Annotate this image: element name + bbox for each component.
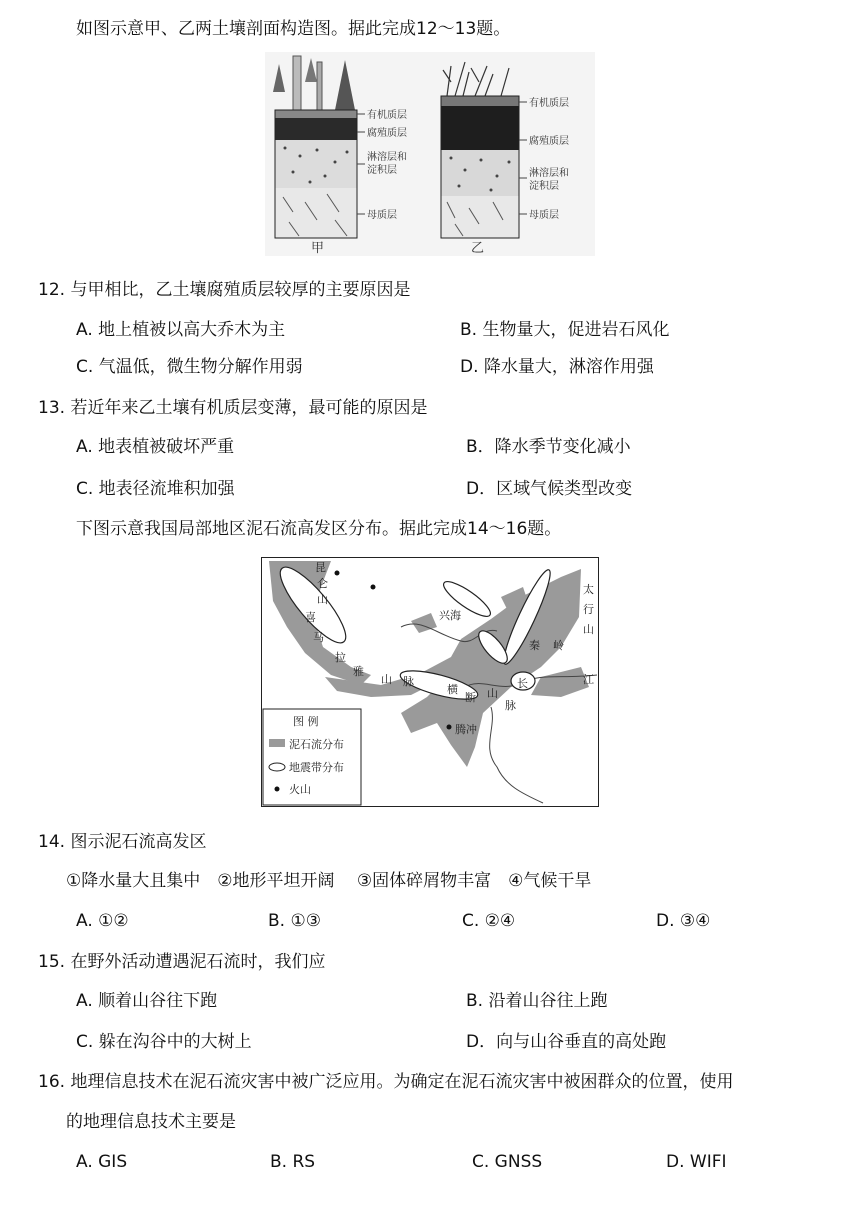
q14-option-d: D. ③④ [656,911,711,931]
place-ling: 岭 [553,639,564,652]
place-lun: 仑 [317,577,328,590]
intro-text-2: 下图示意我国局部地区泥石流高发区分布。据此完成14～16题。 [76,519,562,539]
place-hang: 行 [583,603,594,616]
yi-layer-eluvial: 淋溶层和 [529,168,569,179]
q13-option-d: D．区域气候类型改变 [466,479,633,499]
q16-option-b: B. RS [270,1152,316,1172]
soil-profile-figure [265,52,595,256]
legend-quake-swatch [269,763,285,771]
q16-stem-line-1: 16. 地理信息技术在泥石流灾害中被广泛应用。为确定在泥石流灾害中被困群众的位置，使用 [38,1072,734,1092]
q14-option-a: A. ①② [76,911,129,931]
legend-title: 图 例 [293,715,319,728]
place-kun: 昆 [315,561,326,574]
place-ya: 雅 [353,665,364,678]
q14-option-b: B. ①③ [268,911,321,931]
place-tai: 太 [583,583,594,596]
place-mai-1: 脉 [403,675,414,688]
jia-layer-illuvial: 淀积层 [367,165,397,176]
q12-option-c: C. 气温低，微生物分解作用弱 [76,357,303,377]
label-jia: 甲 [311,241,325,256]
label-yi: 乙 [471,241,485,256]
map-legend [263,709,361,805]
q16-stem-line-2: 的地理信息技术主要是 [66,1112,236,1132]
q13-option-b: B．降水季节变化减小 [466,437,631,457]
q12-option-a: A. 地上植被以高大乔木为主 [76,320,286,340]
place-shan-1: 山 [317,593,328,606]
yi-layer-organic: 有机质层 [529,98,569,109]
place-shan-4: 山 [487,687,498,700]
yi-layer-humus: 腐殖质层 [529,136,569,147]
jia-layer-parent: 母质层 [367,210,397,221]
place-mai-2: 脉 [505,699,516,712]
jia-layer-eluvial: 淋溶层和 [367,152,407,163]
yi-layer-parent: 母质层 [529,210,559,221]
q13-option-a: A. 地表植被破坏严重 [76,437,235,457]
q14-statements: ①降水量大且集中 ②地形平坦开阔 ③固体碎屑物丰富 ④气候干旱 [66,871,592,891]
q13-option-c: C. 地表径流堆积加强 [76,479,235,499]
q12-option-b: B. 生物量大，促进岩石风化 [460,320,670,340]
legend-volcano-swatch [275,787,280,792]
place-duan: 断 [465,691,476,704]
legend-debris-swatch [269,739,285,747]
debris-flow-map [261,557,599,807]
place-heng: 横 [447,683,458,696]
place-xi: 喜 [305,611,316,624]
jia-layer-organic: 有机质层 [367,110,407,121]
intro-text-1: 如图示意甲、乙两土壤剖面构造图。据此完成12～13题。 [76,19,511,39]
yi-layer-illuvial: 淀积层 [529,181,559,192]
q15-option-d: D．向与山谷垂直的高处跑 [466,1032,667,1052]
place-shan-2: 山 [381,673,392,686]
place-jiang: 江 [583,673,594,686]
place-tengchong: 腾冲 [455,723,477,736]
legend-volcano: 火山 [289,783,311,796]
q13-stem: 13. 若近年来乙土壤有机质层变薄，最可能的原因是 [38,398,428,418]
legend-earthquake-belt: 地震带分布 [289,761,344,774]
jia-layer-humus: 腐殖质层 [367,128,407,139]
q15-option-a: A. 顺着山谷往下跑 [76,991,218,1011]
place-la: 拉 [335,651,346,664]
q14-stem: 14. 图示泥石流高发区 [38,832,207,852]
place-qin: 秦 [529,639,540,652]
q16-option-d: D. WIFI [666,1152,727,1172]
q16-option-c: C. GNSS [472,1152,543,1172]
q12-option-d: D. 降水量大，淋溶作用强 [460,357,654,377]
q15-stem: 15. 在野外活动遭遇泥石流时，我们应 [38,952,326,972]
q14-option-c: C. ②④ [462,911,516,931]
legend-debris-flow: 泥石流分布 [289,738,344,751]
place-shan-3: 山 [583,623,594,636]
q12-stem: 12. 与甲相比，乙土壤腐殖质层较厚的主要原因是 [38,280,411,300]
q15-option-b: B. 沿着山谷往上跑 [466,991,608,1011]
q15-option-c: C. 躲在沟谷中的大树上 [76,1032,252,1052]
place-ma: 马 [313,631,324,644]
place-xinghai: 兴海 [439,609,461,622]
q16-option-a: A. GIS [76,1152,128,1172]
place-chang: 长 [517,677,528,690]
